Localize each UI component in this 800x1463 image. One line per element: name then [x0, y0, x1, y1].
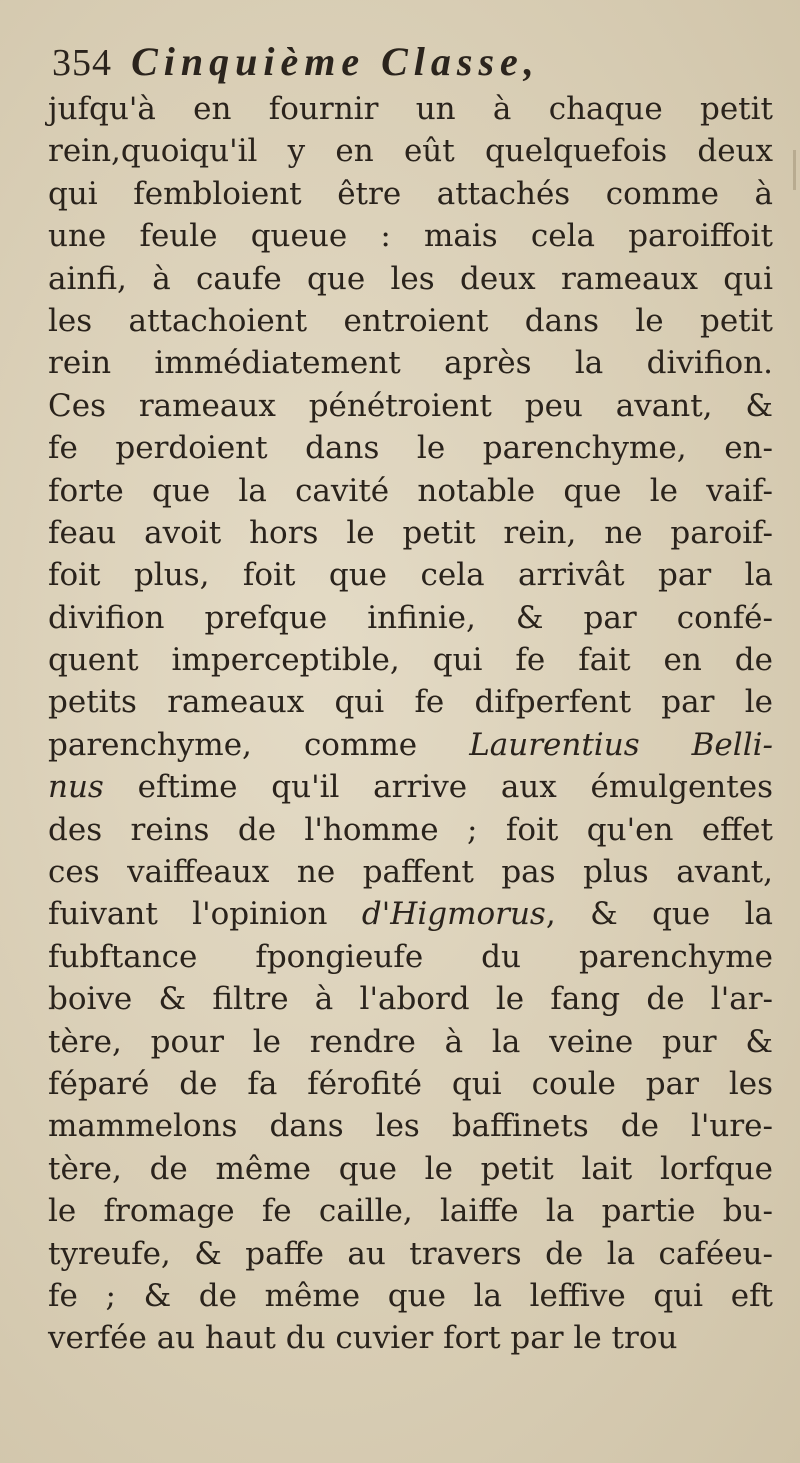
text-line: des reins de l'homme ; foit qu'en effet [48, 811, 773, 848]
text-line: tère, pour le rendre à la veine pur & [48, 1023, 773, 1060]
text-line: mammelons dans les baffinets de l'ure- [48, 1108, 773, 1145]
text-line: petits rameaux qui fe difperfent par le [48, 684, 773, 721]
text-line: les attachoient entroient dans le petit [48, 302, 773, 339]
text-line: foit plus, foit que cela arrivât par la [48, 557, 773, 594]
text-line [48, 893, 773, 935]
text-line: Ces rameaux pénétroient peu avant, & [48, 387, 773, 424]
text-line: qui fembloient être attachés comme à [48, 175, 773, 212]
body-text [48, 88, 773, 1360]
text-line: jufqu'à en fournir un à chaque petit [48, 91, 773, 127]
text-line: fe ; & de même que la leffive qui eft [48, 1277, 773, 1314]
text-line: féparé de fa férofité qui coule par les [48, 1065, 773, 1102]
text-segment: eftime qu'il arrive aux émulgentes [137, 769, 773, 806]
running-head: Cinquième Classe, [131, 39, 540, 84]
text-line: fe perdoient dans le parenchyme, en- [48, 430, 773, 467]
text-line: verfée au haut du cuvier fort par le trou [48, 1320, 678, 1357]
text-line: tère, de même que le petit lait lorfque [48, 1150, 773, 1187]
text-segment: , & que la [545, 896, 773, 933]
page-edge-mark [793, 150, 796, 190]
text-line: forte que la cavité notable que le vaif- [48, 472, 773, 509]
text-line: quent imperceptible, qui fe fait en de [48, 642, 773, 679]
text-line: rein immédiatement après la divifion. [48, 345, 773, 382]
text-line: ces vaiffeaux ne paffent pas plus avant, [48, 854, 773, 891]
text-line: tyreufe, & paffe au travers de la caféeu- [48, 1235, 773, 1272]
author-name-italic: nus [48, 769, 104, 806]
text-line [48, 766, 773, 808]
author-name-italic: d'Higmorus [361, 896, 546, 933]
author-name-italic: Laurentius Belli- [469, 726, 773, 763]
text-line: boive & filtre à l'abord le fang de l'ar- [48, 981, 773, 1018]
page-header [52, 38, 772, 92]
text-line: fubftance fpongieufe du parenchyme [48, 938, 773, 975]
text-line: divifion prefque infinie, & par confé- [48, 599, 773, 636]
text-line: ainfi, à caufe que les deux rameaux qui [48, 260, 773, 297]
text-segment: fuivant l'opinion [48, 896, 328, 933]
text-line: le fromage fe caille, laiffe la partie bu- [48, 1193, 773, 1230]
page-number: 354 [52, 42, 112, 84]
text-line: feau avoit hors le petit rein, ne paroif- [48, 514, 773, 551]
text-segment: parenchyme, comme [48, 726, 418, 763]
text-line: une feule queue : mais cela paroiffoit [48, 218, 773, 255]
text-line [48, 724, 773, 766]
text-line: rein,quoiqu'il y en eût quelquefois deux [48, 133, 773, 170]
